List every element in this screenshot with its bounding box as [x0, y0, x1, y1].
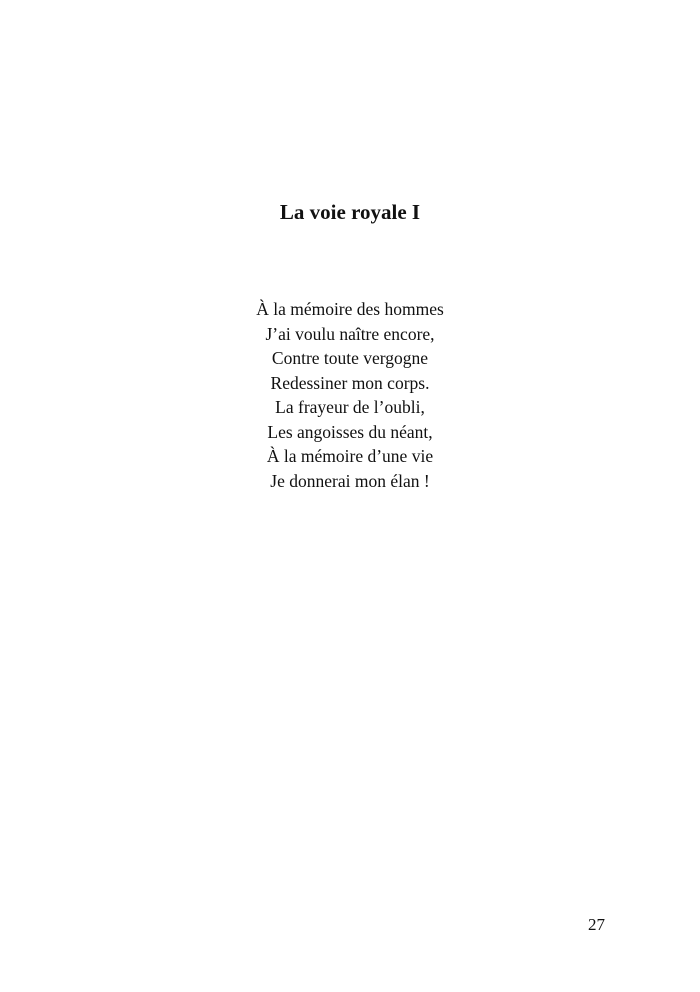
poem-line: À la mémoire des hommes — [256, 299, 444, 319]
poem-line: Les angoisses du néant, — [267, 421, 433, 442]
poem-line: La frayeur de l’oubli, — [275, 397, 425, 417]
poem-stanza — [0, 297, 700, 493]
poem-line: Je donnerai mon élan ! — [270, 470, 430, 491]
page-number: 27 — [588, 915, 605, 934]
poem-line: Redessiner mon corps. — [270, 372, 430, 393]
poem-title: La voie royale I — [279, 200, 421, 224]
poem-line: J’ai voulu naître encore, — [265, 323, 435, 344]
poem-line: Contre toute vergogne — [271, 348, 429, 368]
poem-line: À la mémoire d’une vie — [266, 446, 434, 466]
